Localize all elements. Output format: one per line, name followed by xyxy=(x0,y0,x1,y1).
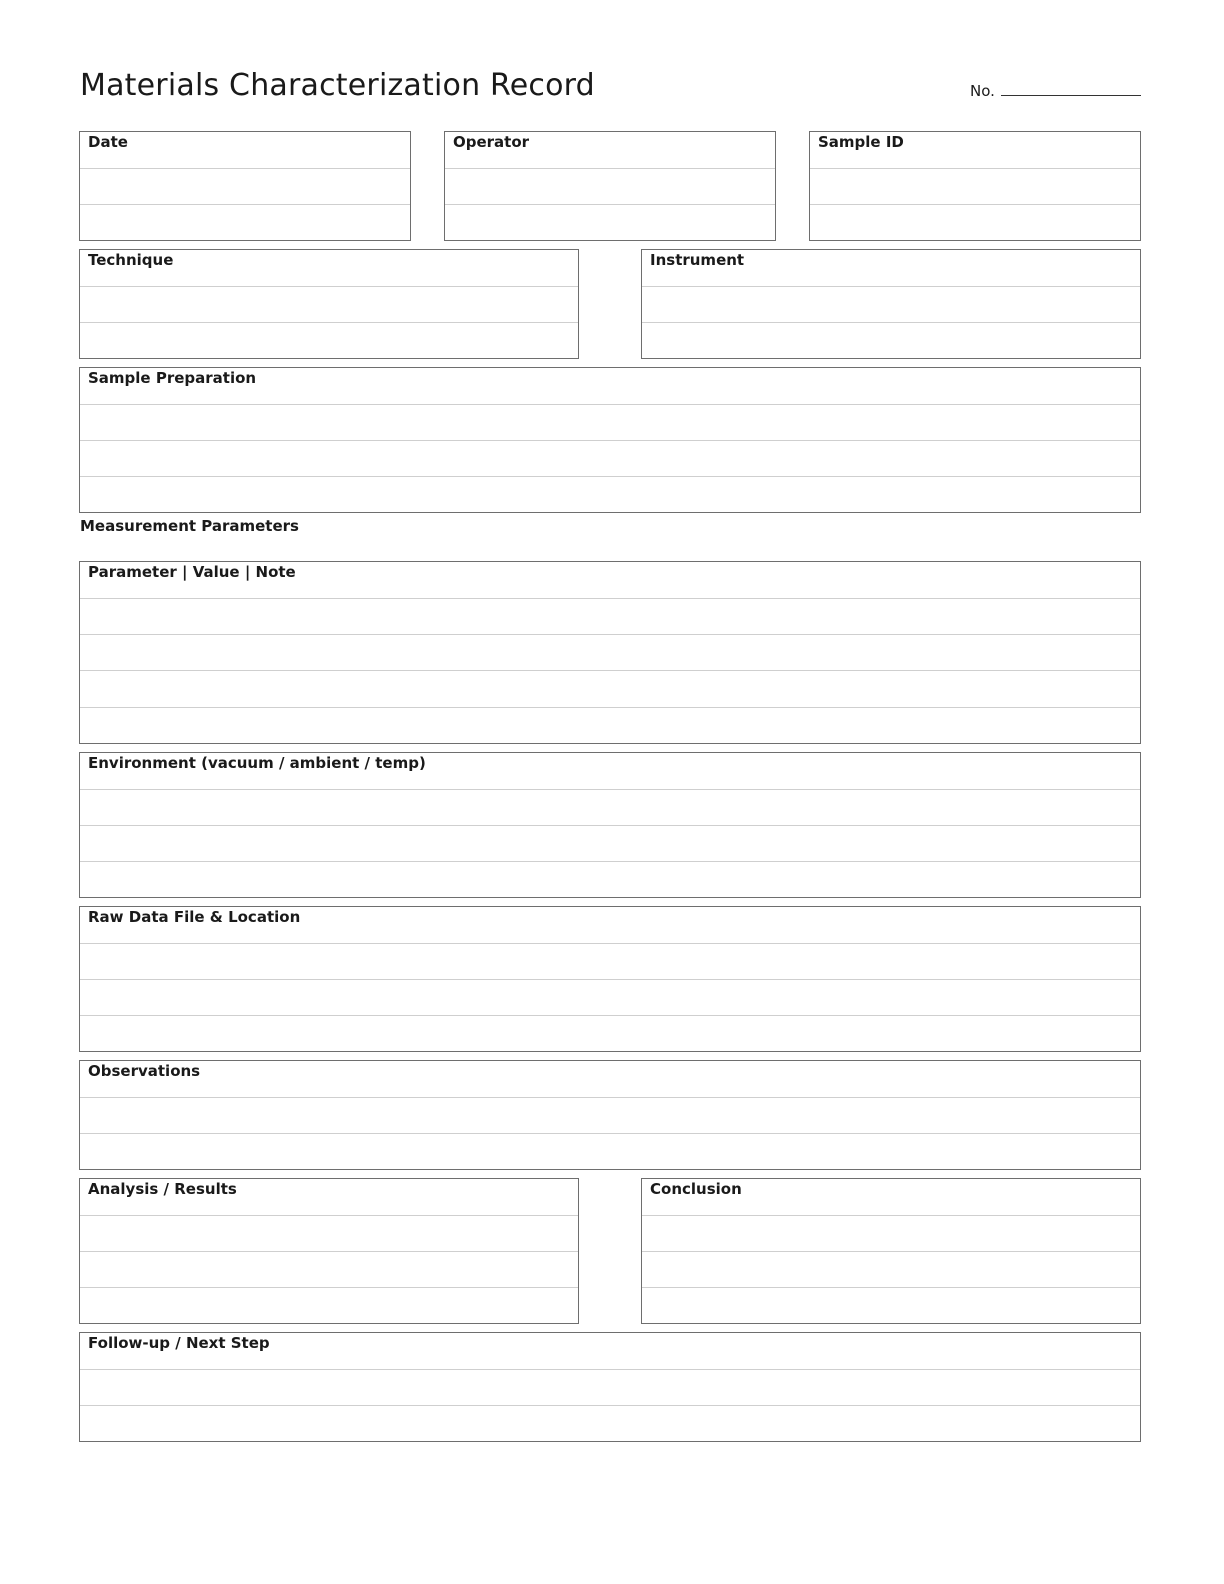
parameter-table-label: Parameter | Value | Note xyxy=(88,563,296,581)
technique-field[interactable] xyxy=(79,249,579,359)
record-number-line xyxy=(1001,95,1141,96)
environment-field[interactable] xyxy=(79,752,1141,898)
conclusion-field[interactable] xyxy=(641,1178,1141,1324)
measurement-parameters-heading: Measurement Parameters xyxy=(80,517,299,535)
instrument-label: Instrument xyxy=(650,251,745,269)
write-line xyxy=(80,634,1140,635)
write-line xyxy=(80,204,410,205)
raw-data-label: Raw Data File & Location xyxy=(88,908,301,926)
page-title: Materials Characterization Record xyxy=(80,68,595,103)
write-line xyxy=(80,1215,578,1216)
record-number-field[interactable] xyxy=(970,82,1140,102)
write-line xyxy=(80,1369,1140,1370)
write-line xyxy=(80,404,1140,405)
write-line xyxy=(80,670,1140,671)
analysis-results-field[interactable] xyxy=(79,1178,579,1324)
write-line xyxy=(80,825,1140,826)
write-line xyxy=(642,322,1140,323)
operator-field[interactable] xyxy=(444,131,776,241)
write-line xyxy=(445,168,775,169)
write-line xyxy=(642,1215,1140,1216)
write-line xyxy=(80,789,1140,790)
sample-preparation-label: Sample Preparation xyxy=(88,369,257,387)
write-line xyxy=(80,943,1140,944)
analysis-results-label: Analysis / Results xyxy=(88,1180,237,1198)
write-line xyxy=(80,1251,578,1252)
raw-data-field[interactable] xyxy=(79,906,1141,1052)
write-line xyxy=(80,1015,1140,1016)
write-line xyxy=(80,1287,578,1288)
write-line xyxy=(642,286,1140,287)
write-line xyxy=(80,1097,1140,1098)
write-line xyxy=(445,204,775,205)
parameter-table-field[interactable] xyxy=(79,561,1141,744)
observations-field[interactable] xyxy=(79,1060,1141,1170)
instrument-field[interactable] xyxy=(641,249,1141,359)
conclusion-label: Conclusion xyxy=(650,1180,742,1198)
write-line xyxy=(80,598,1140,599)
date-label: Date xyxy=(88,133,128,151)
observations-label: Observations xyxy=(88,1062,201,1080)
technique-label: Technique xyxy=(88,251,174,269)
write-line xyxy=(80,322,578,323)
write-line xyxy=(642,1287,1140,1288)
sample-preparation-field[interactable] xyxy=(79,367,1141,513)
environment-label: Environment (vacuum / ambient / temp) xyxy=(88,754,426,772)
record-number-label: No. xyxy=(970,82,995,100)
write-line xyxy=(80,168,410,169)
write-line xyxy=(80,286,578,287)
follow-up-field[interactable] xyxy=(79,1332,1141,1442)
write-line xyxy=(80,707,1140,708)
operator-label: Operator xyxy=(453,133,530,151)
write-line xyxy=(810,168,1140,169)
write-line xyxy=(80,476,1140,477)
write-line xyxy=(80,440,1140,441)
write-line xyxy=(642,1251,1140,1252)
follow-up-label: Follow-up / Next Step xyxy=(88,1334,270,1352)
sample-id-field[interactable] xyxy=(809,131,1141,241)
write-line xyxy=(80,861,1140,862)
write-line xyxy=(80,979,1140,980)
write-line xyxy=(80,1133,1140,1134)
sample-id-label: Sample ID xyxy=(818,133,904,151)
write-line xyxy=(80,1405,1140,1406)
write-line xyxy=(810,204,1140,205)
date-field[interactable] xyxy=(79,131,411,241)
